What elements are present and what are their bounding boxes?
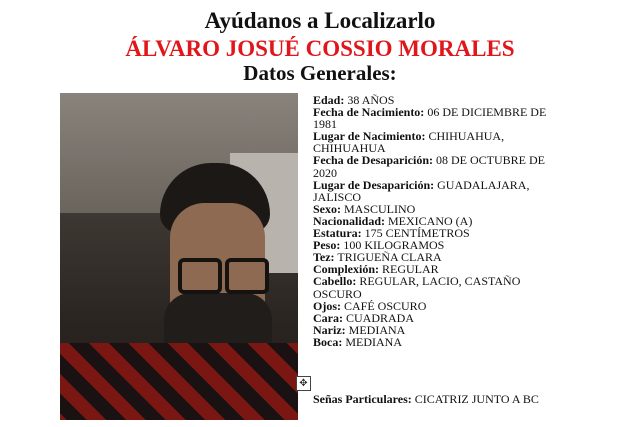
move-handle-icon[interactable]: ✥ [296,376,311,391]
field-cabello: Cabello: REGULAR, LACIO, CASTAÑO OSCURO [313,274,521,301]
section-heading: Datos Generales: [243,61,397,85]
field-nacionalidad: Nacionalidad: MEXICANO (A) [313,213,473,228]
poster-title: Ayúdanos a Localizarlo [204,8,436,33]
field-complexion: Complexión: REGULAR [313,262,439,277]
field-lugar-nacimiento: Lugar de Nacimiento: CHIHUAHUA, CHIHUAHUA [313,129,505,156]
person-photo [60,93,298,420]
field-peso: Peso: 100 KILOGRAMOS [313,238,445,253]
person-name: ÁLVARO JOSUÉ COSSIO MORALES [125,36,515,61]
field-tez: Tez: TRIGUEÑA CLARA [313,250,442,265]
field-boca: Boca: MEDIANA [313,334,402,349]
field-lugar-desaparicion: Lugar de Desaparición: GUADALAJARA, JALISCO [313,177,530,204]
field-estatura: Estatura: 175 CENTÍMETROS [313,226,470,241]
field-ojos: Ojos: CAFÉ OSCURO [313,298,427,313]
field-cara: Cara: CUADRADA [313,310,415,325]
field-fecha-desaparicion: Fecha de Desaparición: 08 DE OCTUBRE DE 2020 [313,153,545,180]
field-fecha-nacimiento: Fecha de Nacimiento: 06 DE DICIEMBRE DE 1981 [313,105,547,132]
general-data-list [313,94,569,348]
field-sexo: Sexo: MASCULINO [313,201,416,216]
field-nariz: Nariz: MEDIANA [313,322,406,337]
field-edad: Edad: 38 AÑOS [313,93,395,107]
field-senas-particulares: Señas Particulares: CICATRIZ JUNTO A BC [313,392,539,406]
